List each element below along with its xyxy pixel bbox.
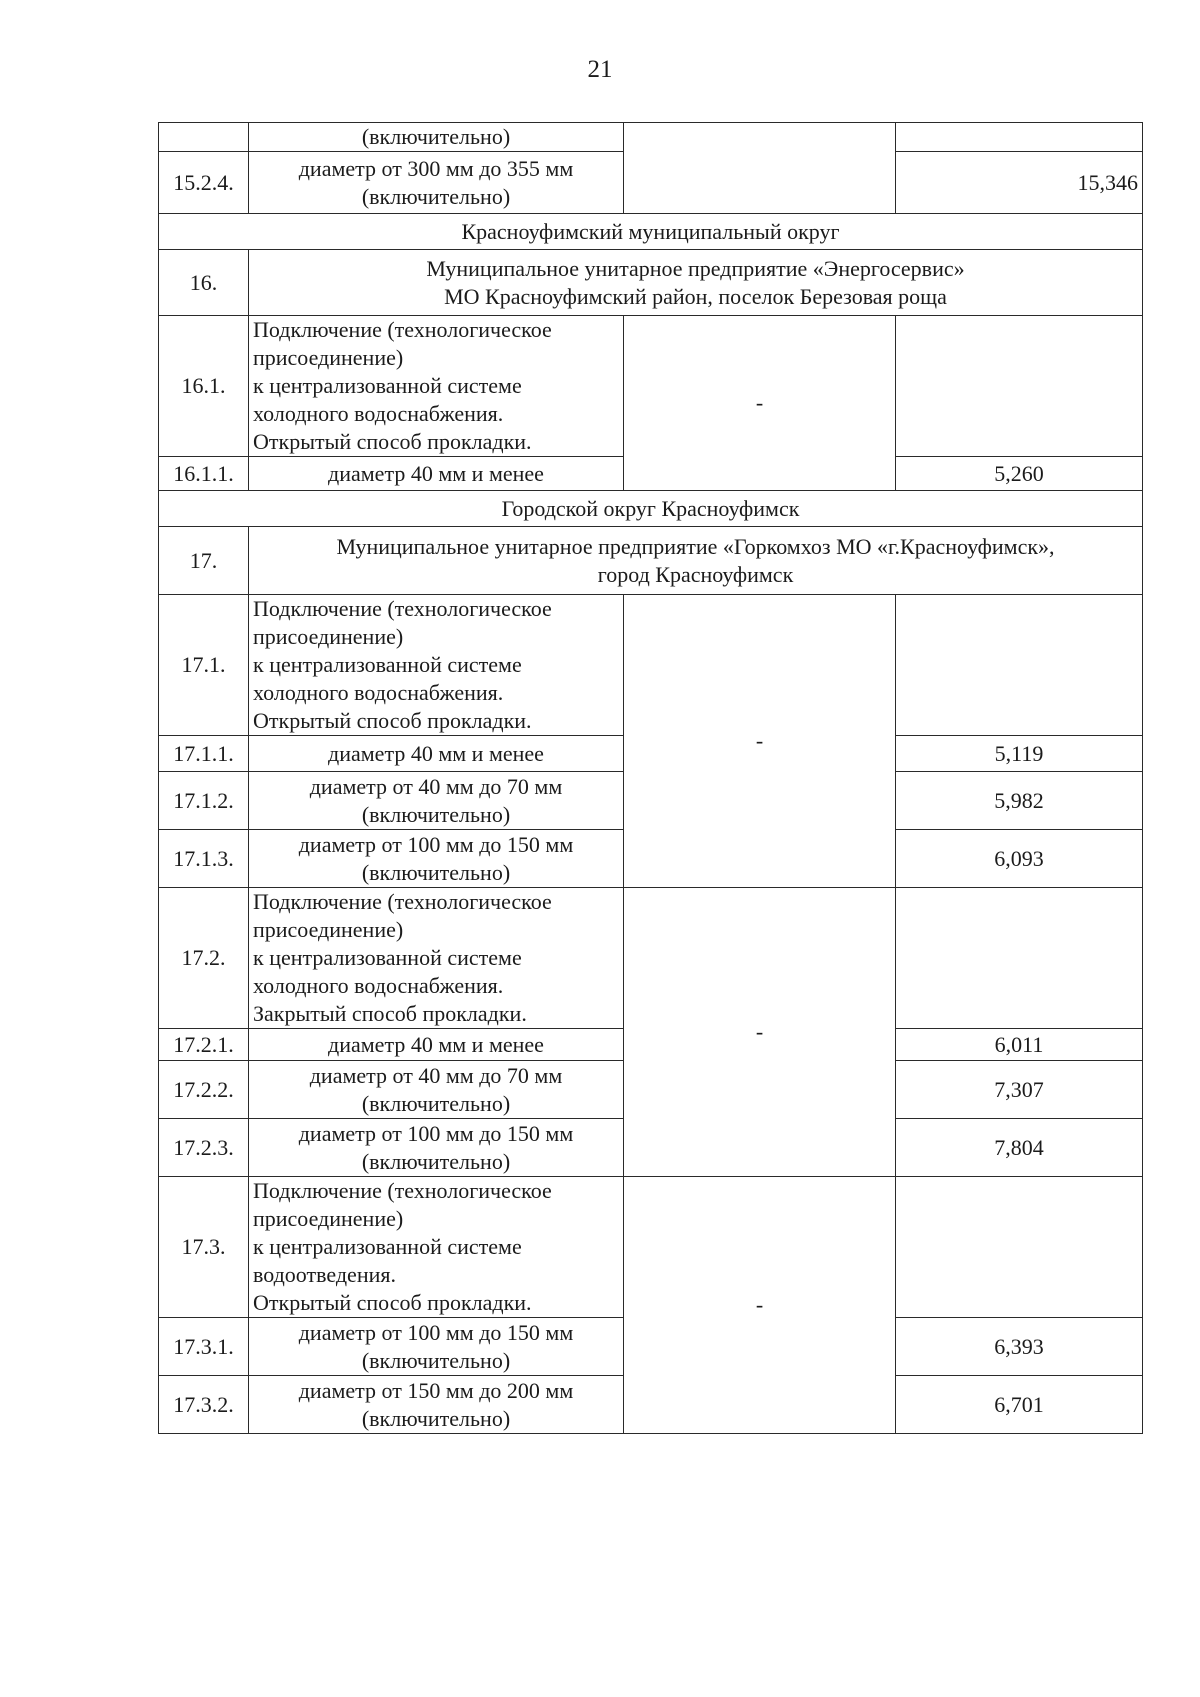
- page-number: 21: [587, 56, 613, 83]
- table-row: [159, 123, 1143, 152]
- row-value: 5,260: [896, 457, 1143, 491]
- section-title: Красноуфимский муниципальный округ: [159, 214, 1143, 250]
- table-row: [159, 1177, 1143, 1318]
- row-value: 5,119: [896, 736, 1143, 772]
- row-description: Подключение (технологическое присоединение) к централизованной системе холодного водоснабжения. Открытый способ прокладки.: [249, 595, 624, 736]
- row-description: (включительно): [249, 123, 624, 152]
- row-number: 17.3.1.: [159, 1318, 249, 1376]
- row-middle-cell: -: [624, 595, 896, 888]
- row-value-cell: [896, 888, 1143, 1029]
- row-number: 17.2.2.: [159, 1061, 249, 1119]
- row-description: диаметр от 100 мм до 150 мм (включительно): [249, 1318, 624, 1376]
- row-number: 16.: [159, 250, 249, 316]
- row-description: диаметр 40 мм и менее: [249, 736, 624, 772]
- organization-row: [159, 527, 1143, 595]
- row-description: диаметр от 150 мм до 200 мм (включительно): [249, 1376, 624, 1434]
- row-number: 17.1.3.: [159, 830, 249, 888]
- row-number: 17.3.2.: [159, 1376, 249, 1434]
- row-description: диаметр от 40 мм до 70 мм (включительно): [249, 772, 624, 830]
- row-value: 5,982: [896, 772, 1143, 830]
- row-value-cell: [896, 316, 1143, 457]
- row-description: Подключение (технологическое присоединение) к централизованной системе холодного водоснабжения. Открытый способ прокладки.: [249, 316, 624, 457]
- section-title: Городской округ Красноуфимск: [159, 491, 1143, 527]
- row-number: 16.1.1.: [159, 457, 249, 491]
- row-middle-cell: [624, 123, 896, 214]
- row-value-cell: [896, 123, 1143, 152]
- row-middle-cell: -: [624, 888, 896, 1177]
- row-value: 6,011: [896, 1029, 1143, 1061]
- organization-name: Муниципальное унитарное предприятие «Энергосервис» МО Красноуфимский район, поселок Березовая роща: [249, 250, 1143, 316]
- row-number-cell: [159, 123, 249, 152]
- row-number: 17.: [159, 527, 249, 595]
- row-value-cell: [896, 595, 1143, 736]
- row-number: 15.2.4.: [159, 152, 249, 214]
- row-description: Подключение (технологическое присоединение) к централизованной системе водоотведения. Открытый способ прокладки.: [249, 1177, 624, 1318]
- row-value: 6,093: [896, 830, 1143, 888]
- table-row: [159, 888, 1143, 1029]
- row-value-cell: [896, 1177, 1143, 1318]
- tariff-table: [158, 122, 1143, 1434]
- row-description: диаметр 40 мм и менее: [249, 457, 624, 491]
- row-number: 16.1.: [159, 316, 249, 457]
- row-number: 17.1.1.: [159, 736, 249, 772]
- row-number: 17.2.3.: [159, 1119, 249, 1177]
- row-number: 17.2.: [159, 888, 249, 1029]
- row-number: 17.1.: [159, 595, 249, 736]
- row-description: диаметр от 100 мм до 150 мм (включительно): [249, 830, 624, 888]
- organization-name: Муниципальное унитарное предприятие «Горкомхоз МО «г.Красноуфимск», город Красноуфимск: [249, 527, 1143, 595]
- row-value: 15,346: [896, 152, 1143, 214]
- section-row: [159, 214, 1143, 250]
- row-number: 17.3.: [159, 1177, 249, 1318]
- section-row: [159, 491, 1143, 527]
- row-middle-cell: -: [624, 316, 896, 491]
- row-number: 17.1.2.: [159, 772, 249, 830]
- row-middle-cell: -: [624, 1177, 896, 1434]
- row-description: Подключение (технологическое присоединение) к централизованной системе холодного водоснабжения. Закрытый способ прокладки.: [249, 888, 624, 1029]
- row-value: 6,701: [896, 1376, 1143, 1434]
- row-description: диаметр от 40 мм до 70 мм (включительно): [249, 1061, 624, 1119]
- table-row: [159, 595, 1143, 736]
- organization-row: [159, 250, 1143, 316]
- row-description: диаметр от 100 мм до 150 мм (включительно): [249, 1119, 624, 1177]
- row-value: 7,804: [896, 1119, 1143, 1177]
- row-value: 6,393: [896, 1318, 1143, 1376]
- row-description: диаметр 40 мм и менее: [249, 1029, 624, 1061]
- row-value: 7,307: [896, 1061, 1143, 1119]
- table-row: [159, 316, 1143, 457]
- row-number: 17.2.1.: [159, 1029, 249, 1061]
- row-description: диаметр от 300 мм до 355 мм (включительно): [249, 152, 624, 214]
